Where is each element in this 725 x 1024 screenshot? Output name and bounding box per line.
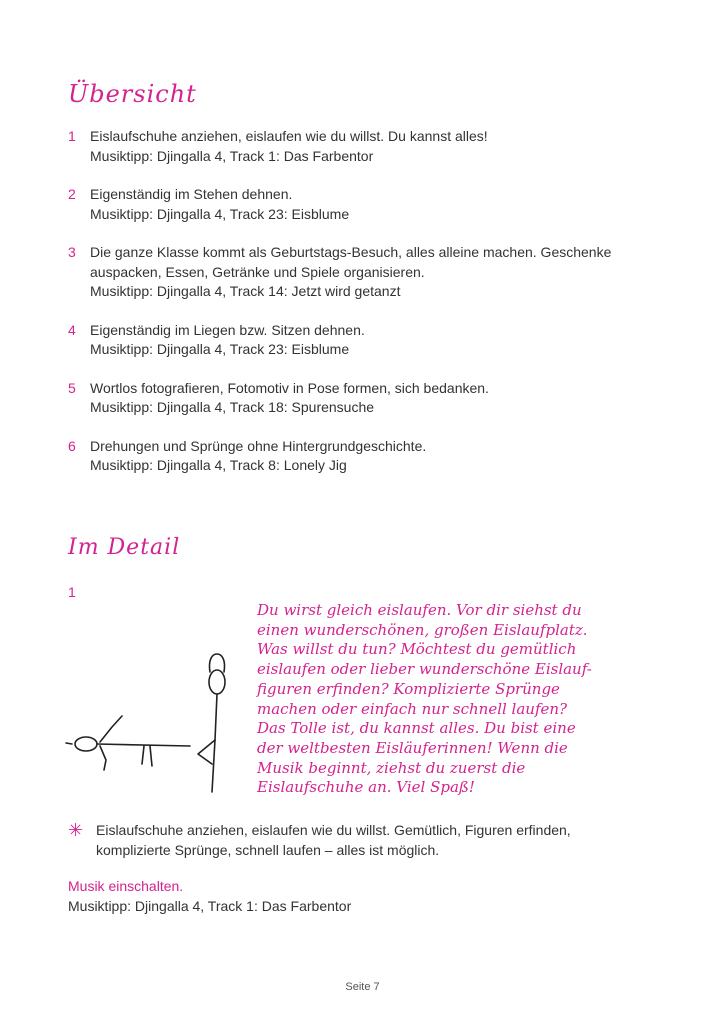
list-item bbox=[68, 243, 668, 302]
page-number: Seite 7 bbox=[345, 981, 380, 993]
detail-heading: Im Detail bbox=[68, 535, 181, 560]
handwritten-line: Eislaufschuhe an. Viel Spaß! bbox=[257, 778, 475, 797]
list-item bbox=[68, 127, 668, 166]
overview-list bbox=[68, 127, 668, 495]
list-item bbox=[68, 321, 668, 360]
handwritten-story bbox=[257, 601, 657, 798]
list-item-music-tip: Musiktipp: Djingalla 4, Track 23: Eisblume bbox=[90, 341, 350, 357]
handwritten-line: Musik beginnt, ziehst du zuerst die bbox=[257, 758, 526, 777]
list-item-text: Die ganze Klasse kommt als Geburtstags-Besuch, alles alleine machen. Geschenke bbox=[90, 244, 612, 260]
detail-number: 1 bbox=[68, 584, 76, 600]
summary-row bbox=[68, 820, 668, 860]
list-item-text: Eigenständig im Stehen dehnen. bbox=[90, 186, 293, 202]
list-item-number: 2 bbox=[68, 186, 76, 202]
list-item bbox=[68, 185, 668, 224]
list-item-number: 1 bbox=[68, 128, 76, 144]
music-instruction: Musik einschalten. bbox=[68, 878, 184, 894]
handwritten-line: eislaufen oder lieber wunderschöne Eislauf- bbox=[257, 660, 592, 679]
handwritten-line: figuren erfinden? Komplizierte Sprünge bbox=[257, 679, 560, 698]
handwritten-line: Was willst du tun? Möchtest du gemütlich bbox=[257, 640, 577, 659]
asterisk-star-icon: ✳ bbox=[68, 820, 84, 840]
summary-text: Eislaufschuhe anziehen, eislaufen wie du willst. Gemütlich, Figuren erfinden, bbox=[96, 822, 571, 838]
handwritten-line: machen oder einfach nur schnell laufen? bbox=[257, 699, 568, 718]
list-item-music-tip: Musiktipp: Djingalla 4, Track 1: Das Farbentor bbox=[90, 147, 374, 164]
list-item-text: Eislaufschuhe anziehen, eislaufen wie du willst. Du kannst alles! bbox=[90, 128, 488, 144]
music-tip: Musiktipp: Djingalla 4, Track 1: Das Farbentor bbox=[68, 898, 352, 914]
list-item-number: 6 bbox=[68, 437, 76, 454]
list-item-number: 3 bbox=[68, 244, 76, 260]
handwritten-line: der weltbesten Eisläuferinnen! Wenn die bbox=[257, 738, 568, 757]
overview-heading: Übersicht bbox=[68, 80, 197, 108]
list-item-text: Wortlos fotografieren, Fotomotiv in Pose formen, sich bedanken. bbox=[90, 379, 489, 396]
list-item-music-tip: Musiktipp: Djingalla 4, Track 14: Jetzt wird getanzt bbox=[90, 283, 401, 299]
list-item-music-tip: Musiktipp: Djingalla 4, Track 18: Spurensuche bbox=[90, 399, 375, 415]
list-item bbox=[68, 379, 668, 418]
handwritten-line: Du wirst gleich eislaufen. Vor dir siehst du bbox=[257, 601, 582, 619]
list-item-music-tip: Musiktipp: Djingalla 4, Track 23: Eisblume bbox=[90, 205, 350, 222]
handwritten-line: einen wunderschönen, großen Eislaufplatz. bbox=[257, 620, 588, 639]
summary-text: komplizierte Sprünge, schnell laufen – alles ist möglich. bbox=[96, 842, 440, 858]
list-item bbox=[68, 437, 668, 476]
list-item-text: Drehungen und Sprünge ohne Hintergrundgeschichte. bbox=[90, 437, 427, 454]
stick-figures-icon bbox=[62, 652, 252, 802]
list-item-text: auspacken, Essen, Getränke und Spiele organisieren. bbox=[90, 263, 425, 280]
list-item-number: 5 bbox=[68, 379, 76, 396]
list-item-music-tip: Musiktipp: Djingalla 4, Track 8: Lonely Jig bbox=[90, 457, 347, 473]
list-item-number: 4 bbox=[68, 321, 76, 338]
handwritten-line: Das Tolle ist, du kannst alles. Du bist eine bbox=[257, 719, 576, 738]
list-item-text: Eigenständig im Liegen bzw. Sitzen dehnen. bbox=[90, 321, 365, 338]
